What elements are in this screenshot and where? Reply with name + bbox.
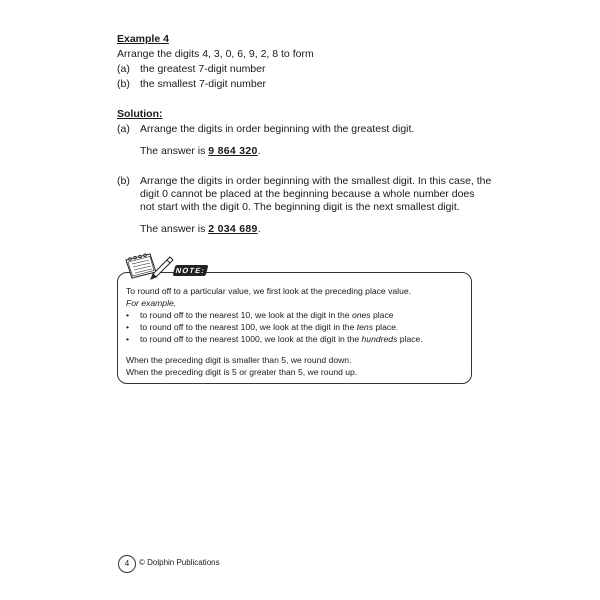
- page-number: 4: [118, 555, 136, 573]
- bullet-text-em: tens: [356, 322, 373, 332]
- answer-a-value: 9 864 320: [208, 145, 258, 157]
- solution-b-line-2: digit 0 cannot be placed at the beginning because a whole number does: [140, 188, 475, 200]
- note-bullet-hundreds: [140, 334, 423, 345]
- bullet-text-after: place.: [373, 322, 399, 332]
- bullet-icon: •: [126, 334, 130, 344]
- note-rule-up: When the preceding digit is 5 or greater than 5, we round up.: [126, 367, 358, 377]
- note-for-example: For example,: [126, 298, 177, 308]
- solution-a-label: (a): [117, 123, 130, 135]
- publisher-text: © Dolphin Publications: [139, 558, 220, 567]
- answer-a-suffix: .: [257, 145, 261, 157]
- bullet-icon: •: [126, 322, 130, 332]
- note-bullet-tens: [140, 322, 398, 333]
- notebook-pencil-icon: [120, 250, 176, 280]
- bullet-text-em: ones: [351, 310, 371, 320]
- bullet-text-before: to round off to the nearest 1000, we look at the digit in the: [140, 334, 362, 344]
- note-box: [117, 272, 472, 384]
- part-b-text: the smallest 7-digit number: [140, 78, 267, 90]
- answer-a-line: [140, 144, 261, 158]
- answer-b-suffix: .: [257, 223, 261, 235]
- part-a-label: (a): [117, 63, 130, 75]
- bullet-text-em: hundreds: [361, 334, 398, 344]
- note-intro: To round off to a particular value, we first look at the preceding place value.: [126, 286, 412, 296]
- bullet-text-after: place: [370, 310, 394, 320]
- example-heading: Example 4: [117, 33, 169, 45]
- solution-b-line-3: not start with the digit 0. The beginning digit is the next smallest digit.: [140, 201, 460, 213]
- solution-b-label: (b): [117, 175, 130, 187]
- bullet-text-before: to round off to the nearest 10, we look at the digit in the: [140, 310, 352, 320]
- note-badge: NOTE:: [173, 265, 209, 276]
- solution-heading: Solution:: [117, 108, 163, 120]
- bullet-icon: •: [126, 310, 130, 320]
- example-prompt: Arrange the digits 4, 3, 0, 6, 9, 2, 8 to form: [117, 48, 314, 60]
- note-rule-down: When the preceding digit is smaller than 5, we round down.: [126, 355, 352, 365]
- note-bullet-ones: [140, 310, 394, 321]
- answer-b-line: [140, 222, 261, 236]
- bullet-text-after: place.: [397, 334, 423, 344]
- bullet-text-before: to round off to the nearest 100, we look at the digit in the: [140, 322, 357, 332]
- answer-b-prefix: The answer is: [140, 223, 206, 235]
- solution-a-text: Arrange the digits in order beginning with the greatest digit.: [140, 123, 415, 135]
- part-b-label: (b): [117, 78, 130, 90]
- answer-a-prefix: The answer is: [140, 145, 206, 157]
- solution-b-line-1: Arrange the digits in order beginning with the smallest digit. In this case, the: [140, 175, 492, 187]
- part-a-text: the greatest 7-digit number: [140, 63, 266, 75]
- answer-b-value: 2 034 689: [208, 223, 258, 235]
